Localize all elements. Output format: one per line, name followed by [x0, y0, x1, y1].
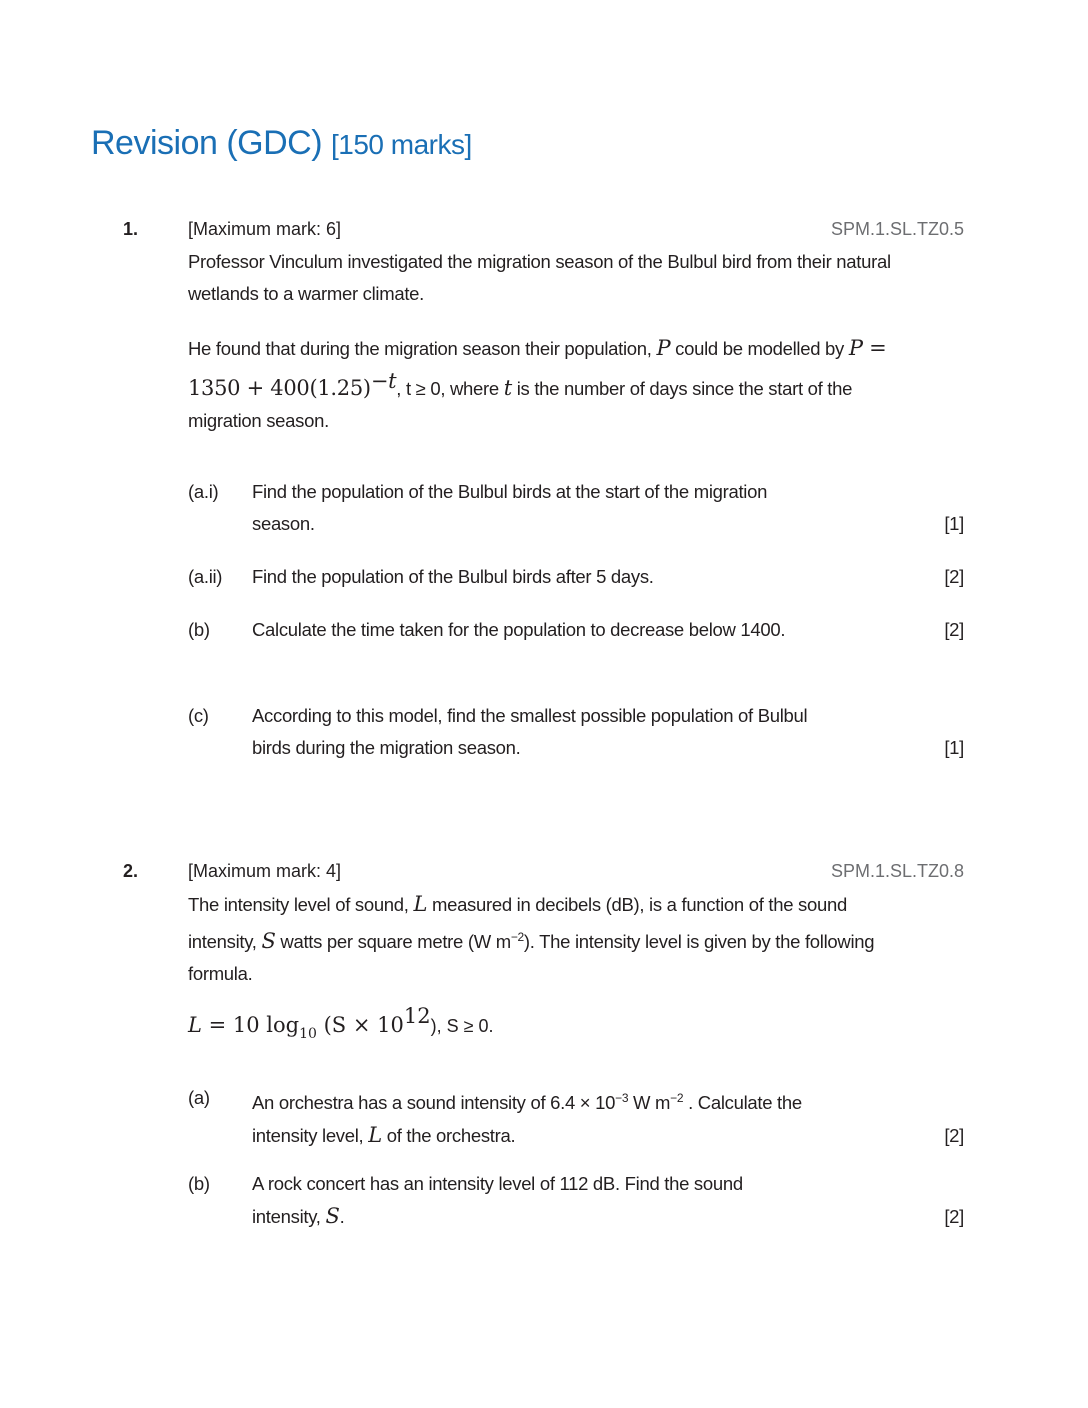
question-2-max-mark: [Maximum mark: 4] [188, 861, 342, 881]
question-2-part-a: (a) An orchestra has a sound intensity of $6.4 \times 10^{-3}$ W $m^{-2}$ . Calculate the intensity level, L of the orchestra. [2] [188, 1087, 964, 1148]
question-1-code: SPM.1.SL.TZ0.5 [830, 219, 964, 239]
question-2-formula: L = 10 $\log_{10} (S \times 10^{12})$, S ≥ 0. [188, 1004, 494, 1042]
title-text: Revision (GDC) [91, 124, 323, 162]
page-title [91, 124, 472, 163]
question-2-number: 2. [123, 861, 139, 881]
question-1-part-a-ii: (a.ii) Find the population of the Bulbul birds after 5 days. [2] [188, 566, 964, 587]
question-2-code: SPM.1.SL.TZ0.8 [830, 861, 964, 881]
question-1-number: 1. [123, 219, 139, 239]
title-marks: [150 marks] [331, 129, 472, 160]
question-1-part-a-i: (a.i) Find the population of the Bulbul birds at the start of the migration season. [1] [188, 481, 964, 534]
question-2-intro: The intensity level of sound, L measured in decibels (dB), is a function of the sound intensity, S watts per square metre (W $m^{-2}$). The intensity level is given by the following formula. [188, 892, 875, 985]
question-1-intro: Professor Vinculum investigated the migration season of the Bulbul bird from their natural wetlands to a warmer climate. [188, 251, 891, 304]
question-1-part-c: (c) According to this model, find the smallest possible population of Bulbul birds during the migration season. [1] [188, 705, 964, 758]
question-2-part-b: (b) A rock concert has an intensity level of 112 dB. Find the sound intensity, S. [2] [188, 1173, 964, 1228]
question-1-model: He found that during the migration season their population, P could be modelled by $P = 1350 + 400(1.25)^{-t}$, t ≥ 0, where t is the number of days since the start of the migration season. [188, 336, 887, 432]
question-1-max-mark: [Maximum mark: 6] [188, 219, 342, 239]
question-1-part-b: (b) Calculate the time taken for the population to decrease below 1400. [2] [188, 619, 964, 640]
